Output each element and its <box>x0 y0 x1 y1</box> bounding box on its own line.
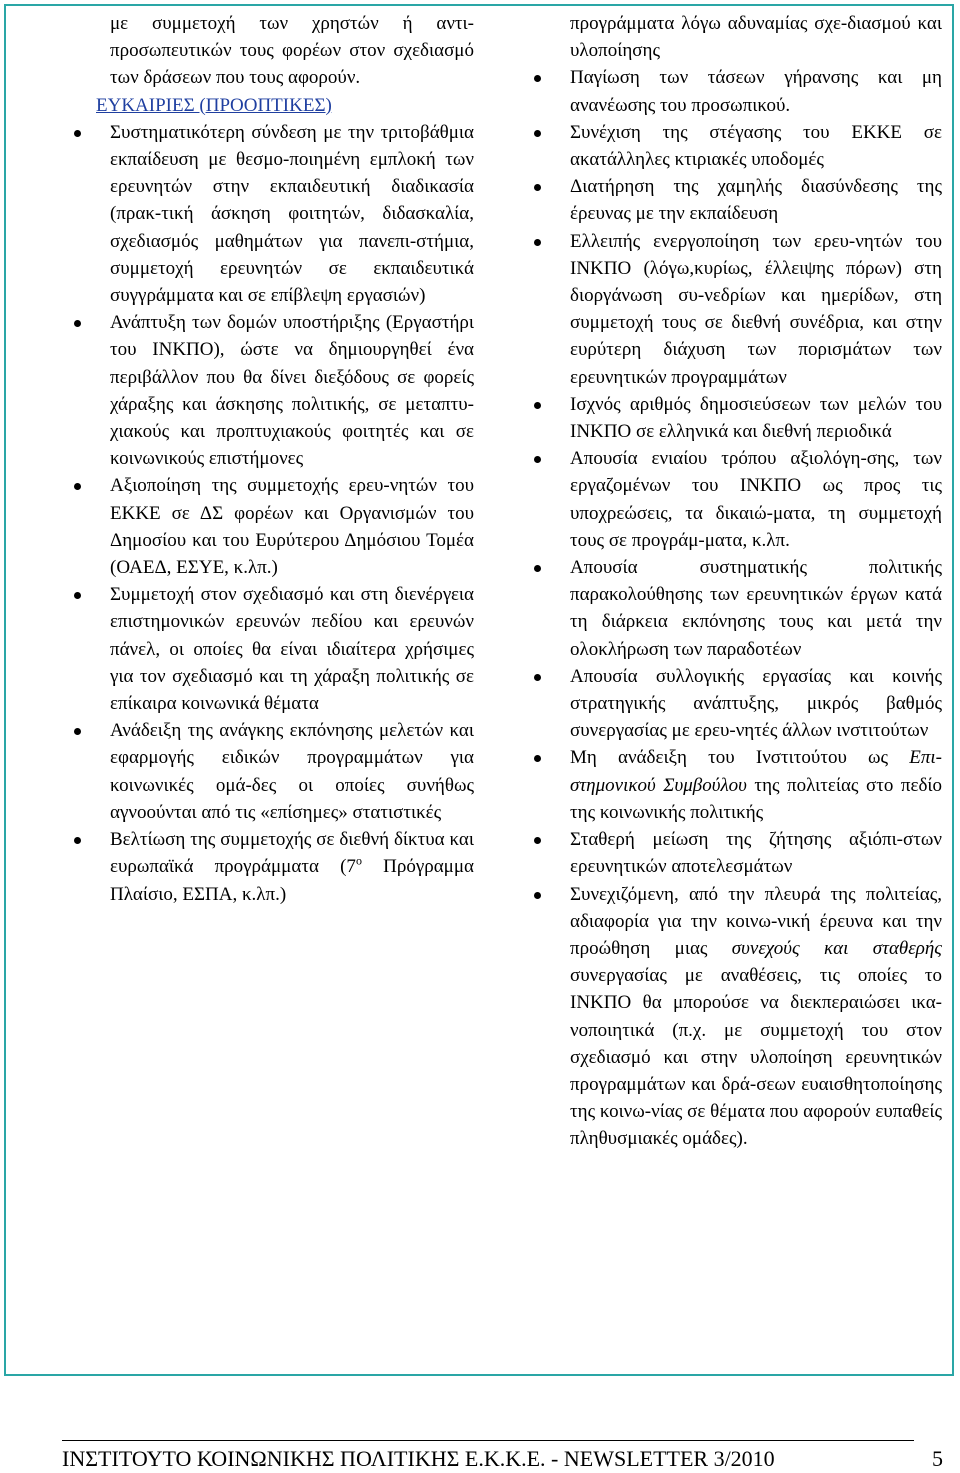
right-intro-paragraph: προγράμματα λόγω αδυναμίας σχε-διασμού και υλοποίησης <box>570 13 942 62</box>
list-item <box>110 826 474 908</box>
list-item <box>570 554 942 663</box>
list-item-text: Αξιοποίηση της συμμετοχής ερευ-νητών του ΕΚΚΕ σε ΔΣ φορέων και Οργανισμών του Δημοσίου και του Ευρύτερου Δημόσιου Τομέα (ΟΑΕΔ, ΕΣΥΕ, κ.λπ.) <box>110 475 474 579</box>
list-item-text: Συνέχιση της στέγασης του ΕΚΚΕ σε ακατάλληλες κτιριακές υποδομές <box>570 121 942 171</box>
list-item <box>110 119 474 309</box>
list-item <box>570 228 942 391</box>
bullet-icon <box>534 239 541 246</box>
bullet-icon <box>534 184 541 191</box>
list-item-emphasis: Επι-στημονικού Συμβούλου <box>570 747 942 796</box>
list-item <box>570 881 942 1153</box>
list-item-text-after: Πρόγραμμα Πλαίσιο, ΕΣΠΑ, κ.λπ.) <box>110 856 474 905</box>
footer-rule <box>62 1440 914 1441</box>
list-item <box>570 119 942 173</box>
list-item-text: Συστηματικότερη σύνδεση με την τριτοβάθμια εκπαίδευση με θεσμο-ποιημένη εμπλοκή των ερευνητών στην εκπαιδευτική διαδικασία (πρακ-τική άσκηση φοιτητών, διδασκαλία, σχεδιασμός μαθημάτων για πανεπι-στήμια, συμμετοχή ερευνητών σε εκπαιδευτικά συγγράμματα και σε επίβλεψη εργασιών) <box>110 121 474 307</box>
list-item <box>110 309 474 472</box>
list-item-text: Απουσία συστηματικής πολιτικής παρακολούθησης των ερευνητικών έργων κατά τη διάρκεια εκπόνησης τους και μετά την ολοκλήρωση των παραδοτέων <box>570 557 942 660</box>
list-item-text-after: συνεργασίας με αναθέσεις, τις οποίες το ΙΝΚΠΟ θα μπορούσε να διεκπεραιώσει ικα-νοποιητικά (π.χ. με συμμετοχή του στον σχεδιασμό και στην υλοποίηση ερευνητικών προγραμμάτων και δρά-σεων ευαισθητοποίησης της κοινω-νίας σε θέματα που αφορούν ευπαθείς πληθυσμιακές ομάδες). <box>570 965 942 1150</box>
left-intro-paragraph: με συμμετοχή των χρηστών ή αντι-προσωπευτικών τους φορέων στον σχεδιασμό των δράσεων που τους αφορούν. <box>110 13 474 89</box>
list-item-text-before: Συνεχιζόμενη, από την πλευρά της πολιτείας, αδιαφορία για την κοινω-νική έρευνα και την προώθηση μιας <box>570 883 942 959</box>
list-item-text: Διατήρηση της χαμηλής διασύνδεσης της έρευνας με την εκπαίδευση <box>570 176 942 225</box>
bullet-icon <box>534 402 541 409</box>
list-item <box>110 472 474 581</box>
opportunities-list <box>110 119 474 908</box>
bullet-icon <box>74 130 81 137</box>
bullet-icon <box>74 483 81 490</box>
bullet-icon <box>74 728 81 735</box>
list-item-text: Ισχνός αριθμός δημοσιεύσεων των μελών του ΙΝΚΠΟ σε ελληνικά και διεθνή περιοδικά <box>570 393 942 443</box>
list-item-text: Ανάδειξη της ανάγκης εκπόνησης μελετών και εφαρμογής ειδικών προγραμμάτων για κοινωνικές ομά-δες οι οποίες συνήθως αγνοούνται από τις «επίσημες» στατιστικές <box>110 720 474 823</box>
list-item <box>570 64 942 118</box>
list-item-text: Παγίωση των τάσεων γήρανσης και μη ανανέωσης του προσωπικού. <box>570 67 942 116</box>
bullet-icon <box>74 837 81 844</box>
page-number: 5 <box>932 1446 943 1471</box>
bullet-icon <box>534 565 541 572</box>
bullet-icon <box>534 456 541 463</box>
list-item-emphasis: συνεχούς και σταθερής <box>731 937 942 959</box>
list-item-text-after: της πολιτείας στο πεδίο της κοινωνικής πολιτικής <box>570 774 943 823</box>
list-item-text-before: Μη ανάδειξη του Ινστιτούτου ως <box>570 747 910 769</box>
list-item-text: Απουσία ενιαίου τρόπου αξιολόγη-σης, των εργαζομένων του ΙΝΚΠΟ ως προς τις υποχρεώσεις, τα δικαιώ-ματα, τη συμμετοχή τους σε προγράμ-ματα, κ.λπ. <box>570 448 942 551</box>
list-item-text: Απουσία συλλογικής εργασίας και κοινής στρατηγικής ανάπτυξης, μικρός βαθμός συνεργασίας με ερευ-νητές άλλων ινστιτούτων <box>570 665 942 742</box>
list-item <box>570 826 942 880</box>
list-item-text: Ελλειπής ενεργοποίηση των ερευ-νητών του ΙΝΚΠΟ (λόγω,κυρίως, έλλειψης πόρων) στη διοργάνωση συ-νεδρίων και ημερίδων, στη συμμετοχή τους σε διεθνή συνέδρια, και στην ευρύτερη διάχυση των πορισμάτων των ερευνητικών προγραμμάτων <box>570 230 942 388</box>
page-frame <box>4 4 954 1376</box>
list-item-text: Συμμετοχή στον σχεδιασμό και στη διενέργεια επιστημονικών ερευνών πεδίου και ερευνών πάνελ, οι οποίες θα είναι ιδιαίτερα χρήσιμες για τον σχεδιασμό και τη χάραξη πολιτικής σε επίκαιρα κοινωνικά θέματα <box>110 584 474 715</box>
threats-list <box>570 64 942 1152</box>
list-item-text-before: Βελτίωση της συμμετοχής σε διεθνή δίκτυα και ευρωπαϊκά προγράμματα (7 <box>110 829 474 878</box>
footer-title: ΙΝΣΤΙΤΟΥΤΟ ΚΟΙΝΩΝΙΚΗΣ ΠΟΛΙΤΙΚΗΣ Ε.Κ.Κ.Ε. - NEWSLETTER 3/2010 <box>62 1446 775 1471</box>
opportunities-heading: ΕΥΚΑΙΡΙΕΣ (ΠΡΟΟΠΤΙΚΕΣ) <box>96 94 332 116</box>
left-column <box>96 10 474 908</box>
bullet-icon <box>534 892 541 899</box>
list-item <box>570 445 942 554</box>
bullet-icon <box>534 130 541 137</box>
bullet-icon <box>74 592 81 599</box>
list-item <box>570 663 942 745</box>
list-item <box>570 173 942 227</box>
list-item <box>110 581 474 717</box>
bullet-icon <box>534 75 541 82</box>
list-item <box>570 744 942 826</box>
bullet-icon <box>534 837 541 844</box>
ordinal-superscript: ο <box>355 853 362 868</box>
list-item-text: Σταθερή μείωση της ζήτησης αξιόπι-στων ερευνητικών αποτελεσμάτων <box>570 829 942 878</box>
bullet-icon <box>534 674 541 681</box>
bullet-icon <box>74 320 81 327</box>
right-column <box>570 10 942 1153</box>
list-item <box>570 391 942 445</box>
bullet-icon <box>534 755 541 762</box>
list-item <box>110 717 474 826</box>
list-item-text: Ανάπτυξη των δομών υποστήριξης (Εργαστήρι του ΙΝΚΠΟ), ώστε να δημιουργηθεί ένα περιβάλλον που θα δίνει διεξόδους σε φορείς χάραξης και άσκησης πολιτικής, σε μεταπτυ-χιακούς και προπτυχιακούς φοιτητές και σε κοινωνικούς επιστήμονες <box>110 312 474 470</box>
